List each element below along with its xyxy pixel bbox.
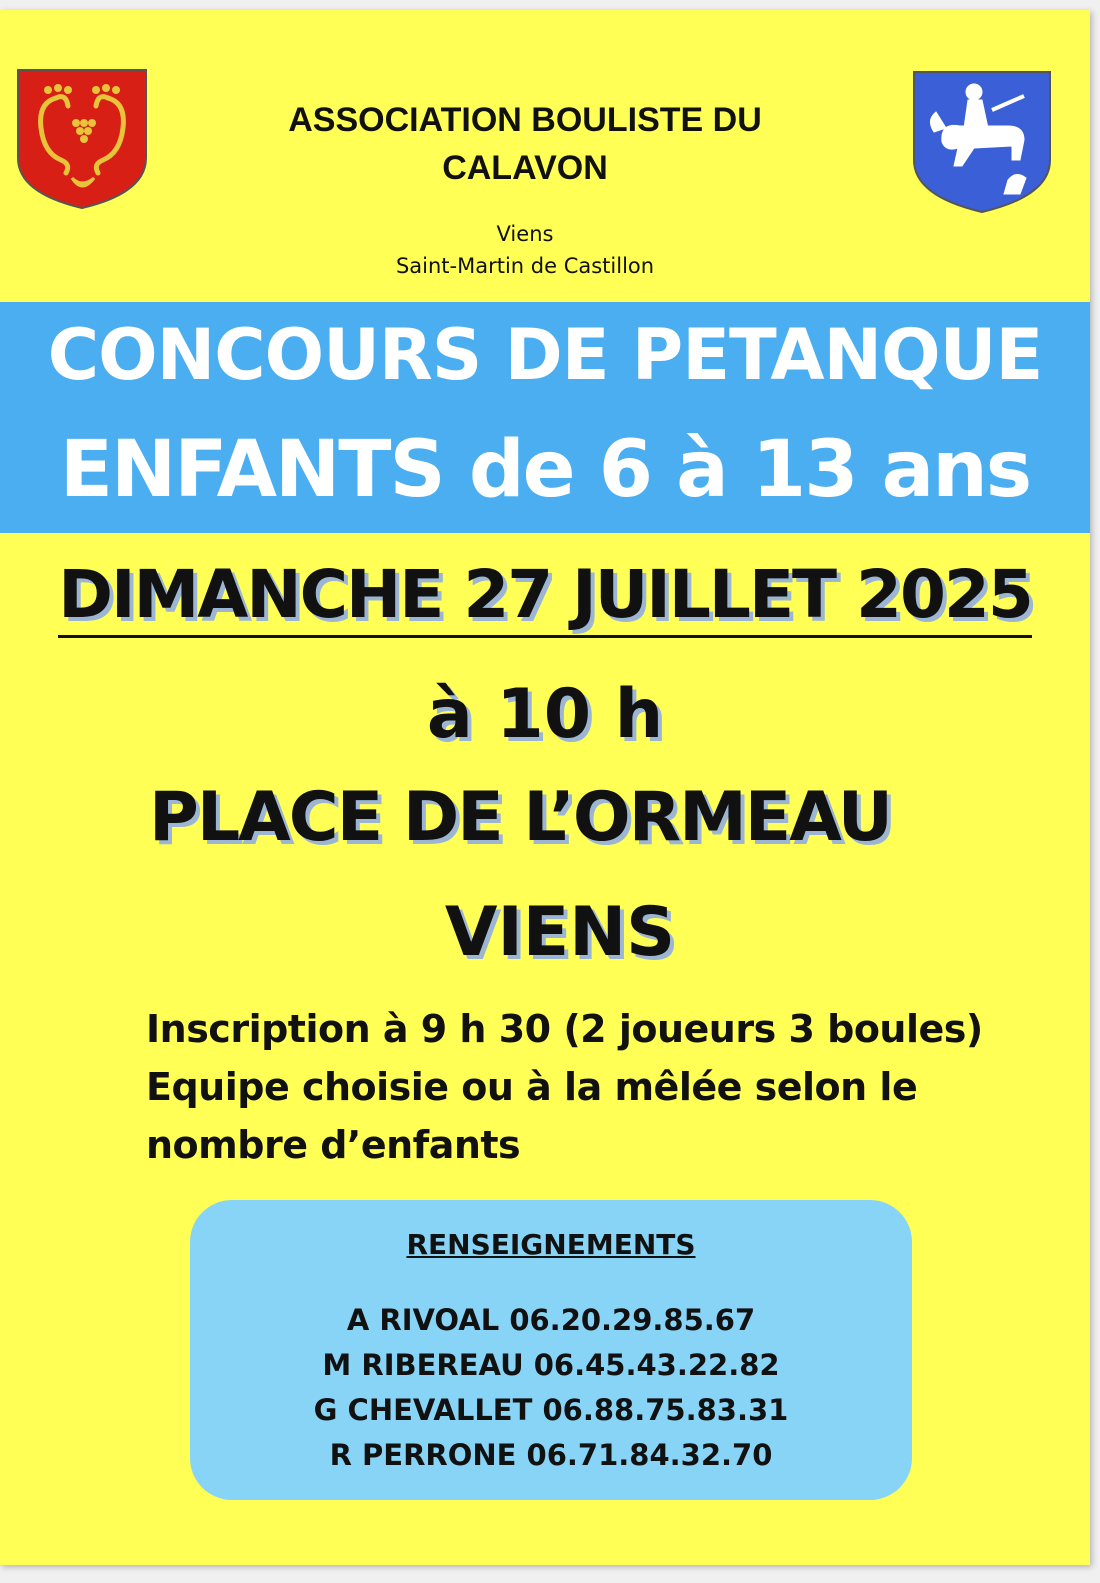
village-saint-martin: Saint-Martin de Castillon (395, 254, 655, 278)
crest-right-icon (912, 70, 1052, 214)
contact-list (190, 1298, 912, 1478)
details-line-3: nombre d’enfants (146, 1123, 521, 1167)
village-viens: Viens (496, 222, 554, 246)
contact-item: A RIVOAL 06.20.29.85.67 (346, 1303, 756, 1337)
info-box (190, 1200, 912, 1500)
banner-title: CONCOURS DE PETANQUE (0, 302, 1090, 408)
crest-left-icon (16, 68, 148, 210)
association-line-2: CALAVON (442, 149, 608, 187)
details-line-1: Inscription à 9 h 30 (2 joueurs 3 boules) (146, 1007, 983, 1051)
event-date-text: DIMANCHE 27 JUILLET 2025 (58, 556, 1032, 638)
contact-item: M RIBEREAU 06.45.43.22.82 (322, 1348, 780, 1382)
association-line-1: ASSOCIATION BOULISTE DU (288, 101, 762, 139)
event-date (0, 550, 1090, 640)
event-time: à 10 h (426, 675, 664, 754)
event-details (146, 1000, 1026, 1174)
banner-age-range: ENFANTS de 6 à 13 ans (0, 408, 1090, 533)
association-name (200, 96, 850, 192)
info-title-text: RENSEIGNEMENTS (406, 1228, 696, 1261)
event-place: PLACE DE L’ORMEAU (149, 778, 891, 857)
contact-item: G CHEVALLET 06.88.75.83.31 (313, 1393, 789, 1427)
contact-item: R PERRONE 06.71.84.32.70 (329, 1438, 773, 1472)
details-line-2: Equipe choisie ou à la mêlée selon le (146, 1065, 918, 1109)
info-title (190, 1228, 912, 1261)
poster (0, 10, 1090, 1565)
event-town: VIENS (444, 893, 676, 972)
